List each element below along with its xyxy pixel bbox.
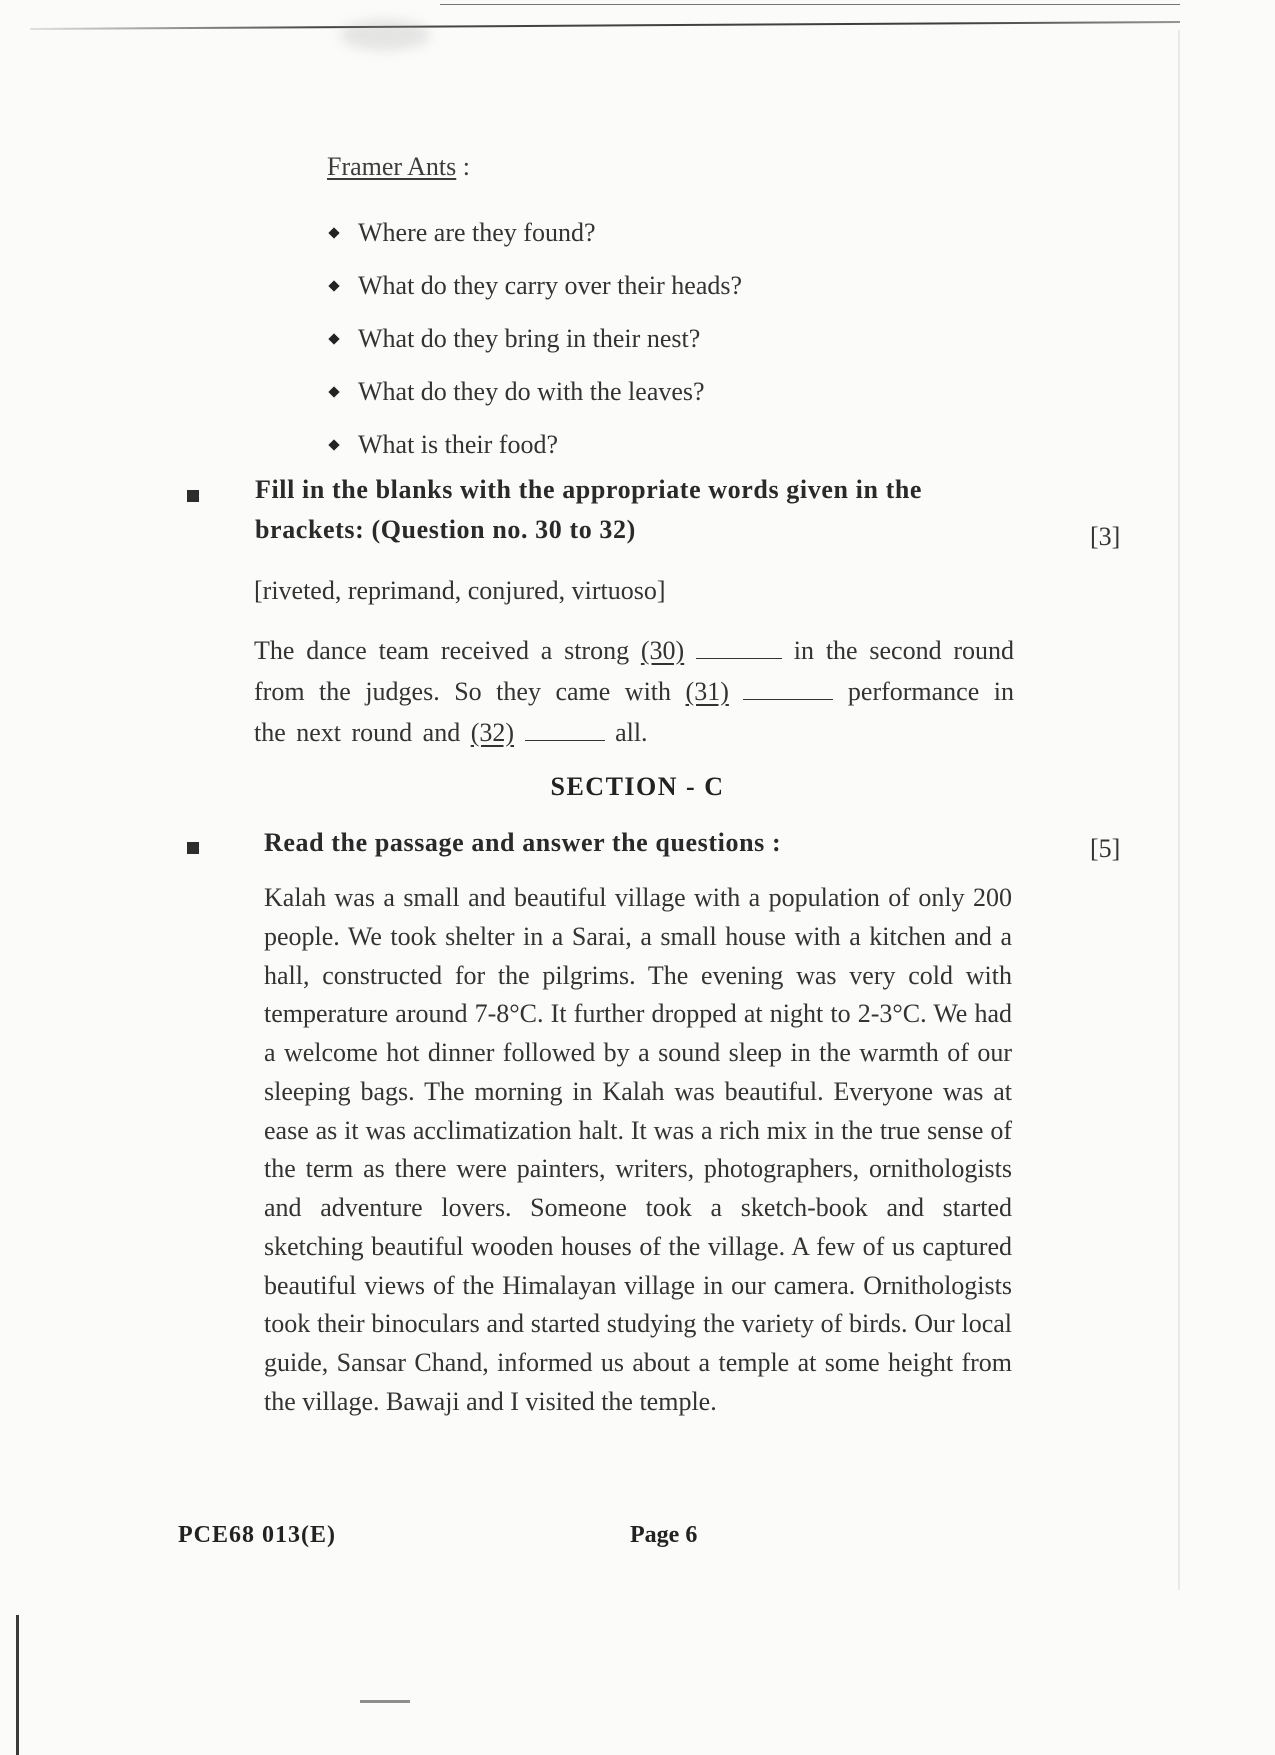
bullet-diamond-icon <box>328 227 339 238</box>
blank-30 <box>696 636 782 659</box>
blank-number-30: (30) <box>640 636 685 665</box>
page-edge <box>1178 30 1180 1590</box>
bullet-diamond-icon <box>328 386 339 397</box>
blank-31 <box>743 677 833 700</box>
question-square-icon <box>187 842 199 854</box>
bullet-diamond-icon <box>328 439 339 450</box>
blank-32 <box>525 718 605 741</box>
framer-ants-title: Framer Ants : <box>327 152 470 181</box>
list-item: What do they carry over their heads? <box>326 259 742 312</box>
scan-edge-line <box>16 1615 19 1755</box>
fill-blanks-marks: [3] <box>1090 522 1121 551</box>
list-item: Where are they found? <box>326 206 742 259</box>
page-number: Page 6 <box>630 1522 698 1548</box>
paper-code: PCE68 013(E) <box>178 1522 336 1548</box>
scan-mark <box>360 1700 410 1703</box>
bullet-diamond-icon <box>328 333 339 344</box>
section-title: SECTION - C <box>550 772 725 801</box>
fill-blanks-heading-line2: brackets: (Question no. 30 to 32) <box>255 515 636 544</box>
reading-passage: Kalah was a small and beautiful village with a population of only 200 people. We took shelter in a Sarai, a small house with a kitchen and a hall, constructed for the pilgrims. The evening was very cold with temperature around 7-8°C. It further dropped at night to 2-3°C. We had a welcome hot dinner followed by a sound sleep in the warmth of our sleeping bags. The morning in Kalah was beautiful. Everyone was at ease as it was acclimatization halt. It was a rich mix in the true sense of the term as there were painters, writers, photographers, ornithologists and adventure lovers. Someone took a sketch-book and started sketching beautiful wooden houses of the village. A few of us captured beautiful views of the Himalayan village in our camera. Ornithologists took their binoculars and started studying the variety of birds. Our local guide, Sansar Chand, informed us about a temple at some height from the village. Bawaji and I visited the temple. <box>264 883 1012 1416</box>
blank-number-31: (31) <box>685 677 729 706</box>
bullet-diamond-icon <box>328 280 339 291</box>
fill-blanks-paragraph: The dance team received a strong (30) in the second round from the judges. So they came with (31) performance in the next round and (32) all. <box>254 636 1015 747</box>
list-item: What do they do with the leaves? <box>326 365 742 418</box>
scan-edge-line <box>440 4 1180 5</box>
blank-number-32: (32) <box>470 718 515 747</box>
scan-smudge <box>340 20 430 50</box>
reading-marks: [5] <box>1090 834 1121 863</box>
question-square-icon <box>187 490 199 502</box>
reading-heading: Read the passage and answer the questions : <box>264 828 782 857</box>
scan-edge-line <box>30 21 1180 30</box>
framer-ants-question-list <box>326 206 742 471</box>
list-item: What do they bring in their nest? <box>326 312 742 365</box>
word-options: [riveted, reprimand, conjured, virtuoso] <box>254 576 666 605</box>
fill-blanks-heading-line1: Fill in the blanks with the appropriate words given in the <box>255 475 923 504</box>
list-item: What is their food? <box>326 418 742 471</box>
